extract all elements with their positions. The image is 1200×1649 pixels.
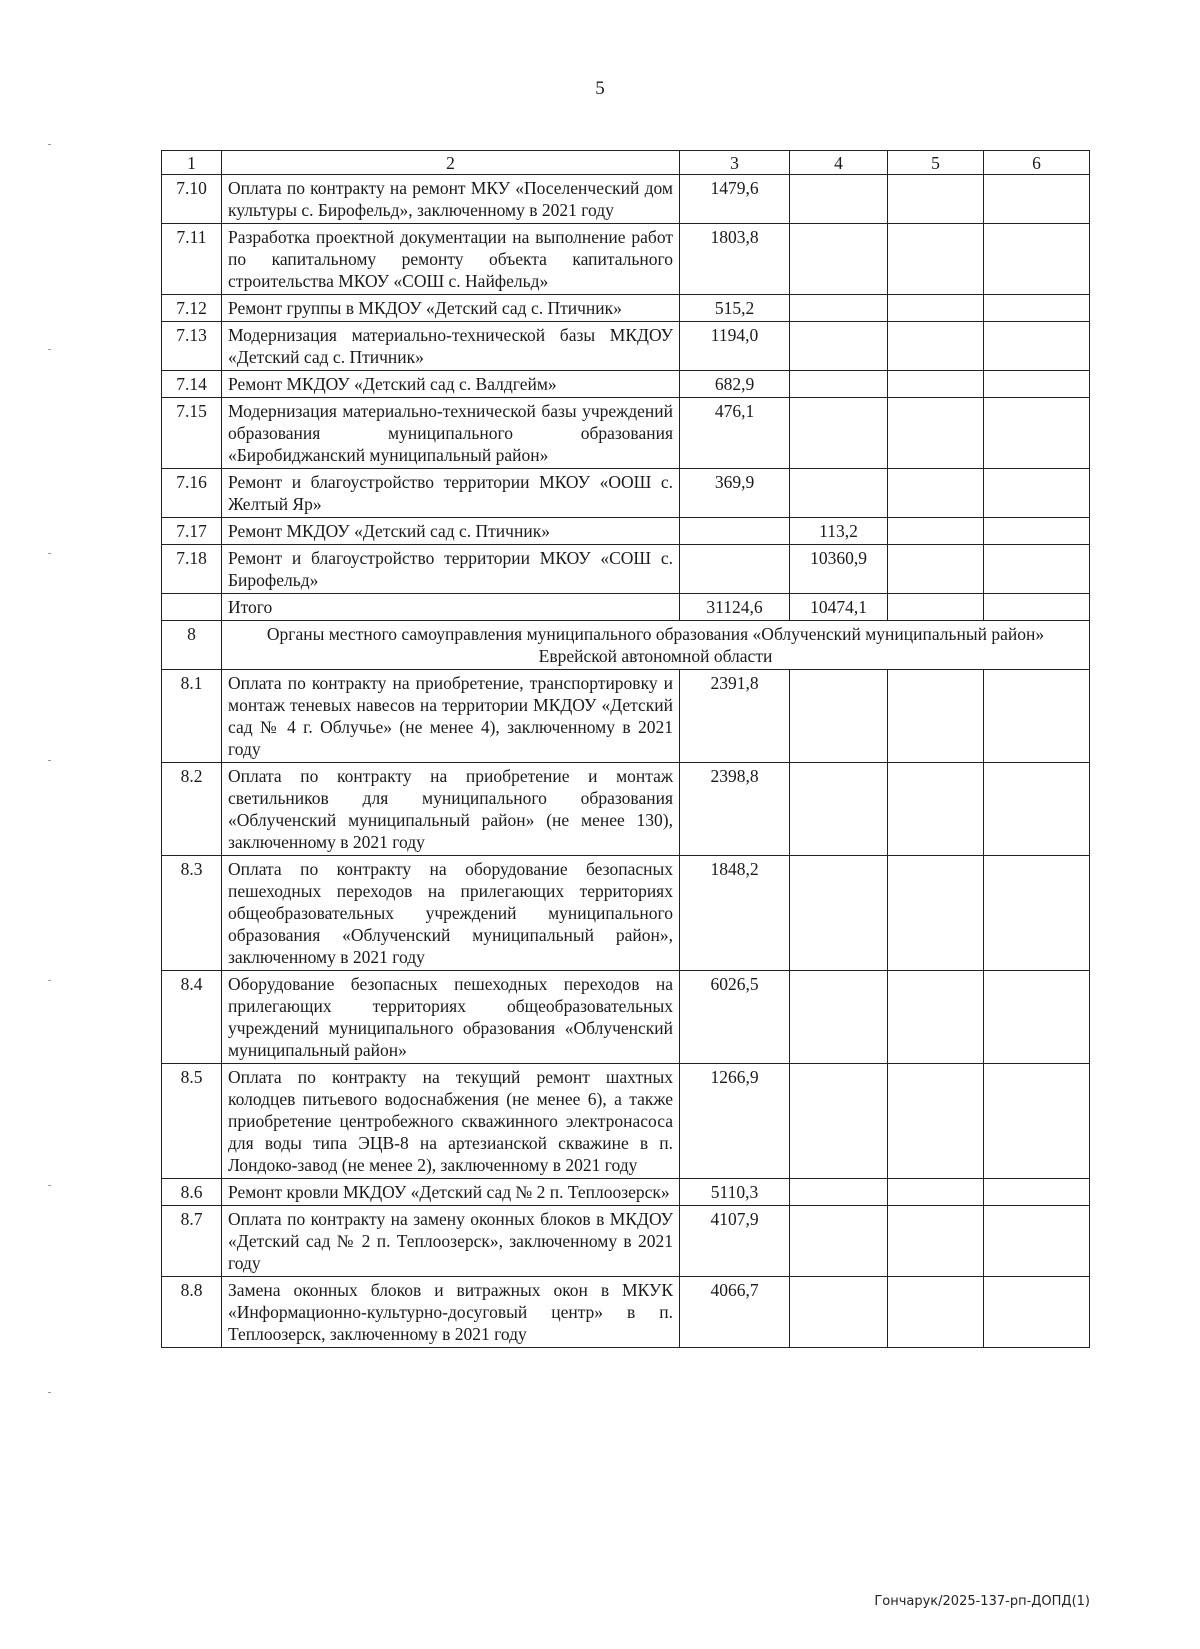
row-number: 8.5 xyxy=(162,1064,222,1179)
value-col3: 1266,9 xyxy=(680,1064,790,1179)
value-col4 xyxy=(790,295,888,322)
value-col4: 113,2 xyxy=(790,518,888,545)
row-number: 7.14 xyxy=(162,371,222,398)
value-col5 xyxy=(888,371,984,398)
table-row xyxy=(162,856,1090,971)
table-row xyxy=(162,469,1090,518)
value-col6 xyxy=(984,1277,1090,1348)
scan-mark xyxy=(48,349,51,350)
row-description: Оплата по контракту на приобретение и монтаж светильников для муниципального образования «Облученский муниципальный район» (не менее 130), заключенному в 2021 году xyxy=(222,763,680,856)
value-col3: 369,9 xyxy=(680,469,790,518)
row-description: Итого xyxy=(222,594,680,621)
table-row xyxy=(162,175,1090,224)
table-row xyxy=(162,594,1090,621)
table-row xyxy=(162,518,1090,545)
row-number: 7.17 xyxy=(162,518,222,545)
value-col6 xyxy=(984,469,1090,518)
column-header: 4 xyxy=(790,151,888,175)
value-col5 xyxy=(888,518,984,545)
column-header: 3 xyxy=(680,151,790,175)
table-row xyxy=(162,1179,1090,1206)
row-number: 7.11 xyxy=(162,224,222,295)
value-col4 xyxy=(790,1179,888,1206)
value-col4 xyxy=(790,763,888,856)
value-col6 xyxy=(984,763,1090,856)
row-description: Ремонт и благоустройство территории МКОУ «ООШ с. Желтый Яр» xyxy=(222,469,680,518)
column-header: 5 xyxy=(888,151,984,175)
value-col6 xyxy=(984,322,1090,371)
row-description: Ремонт группы в МКДОУ «Детский сад с. Птичник» xyxy=(222,295,680,322)
value-col6 xyxy=(984,224,1090,295)
value-col4 xyxy=(790,398,888,469)
value-col5 xyxy=(888,175,984,224)
row-description: Ремонт кровли МКДОУ «Детский сад № 2 п. Теплоозерск» xyxy=(222,1179,680,1206)
scan-mark xyxy=(48,1392,51,1393)
value-col4: 10360,9 xyxy=(790,545,888,594)
row-description: Модернизация материально-технической базы МКДОУ «Детский сад с. Птичник» xyxy=(222,322,680,371)
value-col3: 1848,2 xyxy=(680,856,790,971)
section-number: 8 xyxy=(162,621,222,670)
row-number: 7.18 xyxy=(162,545,222,594)
scan-mark xyxy=(48,144,51,145)
scan-mark xyxy=(48,1185,51,1186)
value-col5 xyxy=(888,469,984,518)
table-row xyxy=(162,322,1090,371)
value-col5 xyxy=(888,971,984,1064)
budget-table xyxy=(161,150,1090,1348)
value-col3: 476,1 xyxy=(680,398,790,469)
row-number: 8.4 xyxy=(162,971,222,1064)
value-col3: 31124,6 xyxy=(680,594,790,621)
value-col5 xyxy=(888,322,984,371)
row-number: 7.13 xyxy=(162,322,222,371)
row-number: 8.7 xyxy=(162,1206,222,1277)
row-description: Ремонт и благоустройство территории МКОУ «СОШ с. Бирофельд» xyxy=(222,545,680,594)
value-col3: 4066,7 xyxy=(680,1277,790,1348)
table-header-row xyxy=(162,151,1090,175)
value-col4 xyxy=(790,469,888,518)
row-description: Оплата по контракту на ремонт МКУ «Поселенческий дом культуры с. Бирофельд», заключенному в 2021 году xyxy=(222,175,680,224)
value-col4 xyxy=(790,371,888,398)
value-col3 xyxy=(680,545,790,594)
row-number: 7.12 xyxy=(162,295,222,322)
value-col3: 515,2 xyxy=(680,295,790,322)
row-number: 7.15 xyxy=(162,398,222,469)
value-col5 xyxy=(888,670,984,763)
document-code: Гончарук/2025-137-рп-ДОПД(1) xyxy=(874,1594,1090,1609)
value-col3: 682,9 xyxy=(680,371,790,398)
table-row xyxy=(162,545,1090,594)
value-col6 xyxy=(984,175,1090,224)
value-col6 xyxy=(984,371,1090,398)
value-col5 xyxy=(888,545,984,594)
value-col6 xyxy=(984,971,1090,1064)
row-number: 8.6 xyxy=(162,1179,222,1206)
row-number: 8.1 xyxy=(162,670,222,763)
value-col5 xyxy=(888,763,984,856)
value-col6 xyxy=(984,295,1090,322)
row-description: Оплата по контракту на замену оконных блоков в МКДОУ «Детский сад № 2 п. Теплоозерск», заключенному в 2021 году xyxy=(222,1206,680,1277)
value-col4 xyxy=(790,1277,888,1348)
value-col6 xyxy=(984,1179,1090,1206)
value-col5 xyxy=(888,1277,984,1348)
column-header: 2 xyxy=(222,151,680,175)
value-col3: 5110,3 xyxy=(680,1179,790,1206)
value-col6 xyxy=(984,670,1090,763)
row-number: 8.3 xyxy=(162,856,222,971)
table-row xyxy=(162,763,1090,856)
column-header: 1 xyxy=(162,151,222,175)
row-number: 8.2 xyxy=(162,763,222,856)
value-col3: 1479,6 xyxy=(680,175,790,224)
value-col5 xyxy=(888,856,984,971)
table-row xyxy=(162,295,1090,322)
row-description: Оплата по контракту на оборудование безопасных пешеходных переходов на прилегающих территориях общеобразовательных учреждений муниципального образования «Облученский муниципальный район», заключенному в 2021 году xyxy=(222,856,680,971)
row-number: 7.10 xyxy=(162,175,222,224)
value-col5 xyxy=(888,1206,984,1277)
value-col4 xyxy=(790,175,888,224)
row-description: Разработка проектной документации на выполнение работ по капитальному ремонту объекта капитального строительства МКОУ «СОШ с. Найфельд» xyxy=(222,224,680,295)
value-col6 xyxy=(984,545,1090,594)
section-header-row xyxy=(162,621,1090,670)
value-col4: 10474,1 xyxy=(790,594,888,621)
value-col4 xyxy=(790,856,888,971)
page-number: 5 xyxy=(595,78,605,99)
value-col4 xyxy=(790,322,888,371)
table-row xyxy=(162,224,1090,295)
row-description: Оплата по контракту на текущий ремонт шахтных колодцев питьевого водоснабжения (не менее 6), а также приобретение центробежного скважинного электронасоса для воды типа ЭЦВ-8 на артезианской скважине в п. Лондоко-завод (не менее 2), заключенному в 2021 году xyxy=(222,1064,680,1179)
value-col4 xyxy=(790,971,888,1064)
value-col3: 2391,8 xyxy=(680,670,790,763)
row-number: 8.8 xyxy=(162,1277,222,1348)
scan-mark xyxy=(48,980,51,981)
value-col4 xyxy=(790,224,888,295)
value-col4 xyxy=(790,1064,888,1179)
value-col5 xyxy=(888,224,984,295)
section-title: Органы местного самоуправления муниципального образования «Облученский муниципальный район» Еврейской автономной области xyxy=(222,621,1090,670)
table-row xyxy=(162,371,1090,398)
value-col3: 1803,8 xyxy=(680,224,790,295)
row-description: Замена оконных блоков и витражных окон в МКУК «Информационно-культурно-досуговый центр» в п. Теплоозерск, заключенному в 2021 году xyxy=(222,1277,680,1348)
table-row xyxy=(162,1064,1090,1179)
value-col6 xyxy=(984,1064,1090,1179)
value-col3: 6026,5 xyxy=(680,971,790,1064)
value-col6 xyxy=(984,518,1090,545)
value-col5 xyxy=(888,1064,984,1179)
value-col6 xyxy=(984,1206,1090,1277)
value-col6 xyxy=(984,856,1090,971)
value-col5 xyxy=(888,1179,984,1206)
row-description: Ремонт МКДОУ «Детский сад с. Валдгейм» xyxy=(222,371,680,398)
value-col3 xyxy=(680,518,790,545)
value-col4 xyxy=(790,1206,888,1277)
scan-mark xyxy=(48,553,51,554)
table-row xyxy=(162,398,1090,469)
value-col3: 2398,8 xyxy=(680,763,790,856)
row-number xyxy=(162,594,222,621)
table-row xyxy=(162,670,1090,763)
value-col5 xyxy=(888,594,984,621)
row-number: 7.16 xyxy=(162,469,222,518)
value-col6 xyxy=(984,594,1090,621)
value-col6 xyxy=(984,398,1090,469)
table-row xyxy=(162,1206,1090,1277)
value-col3: 4107,9 xyxy=(680,1206,790,1277)
value-col4 xyxy=(790,670,888,763)
scan-mark xyxy=(48,760,51,761)
table-row xyxy=(162,971,1090,1064)
column-header: 6 xyxy=(984,151,1090,175)
row-description: Оплата по контракту на приобретение, транспортировку и монтаж теневых навесов на территории МКДОУ «Детский сад № 4 г. Облучье» (не менее 4), заключенному в 2021 году xyxy=(222,670,680,763)
value-col3: 1194,0 xyxy=(680,322,790,371)
value-col5 xyxy=(888,295,984,322)
value-col5 xyxy=(888,398,984,469)
table-row xyxy=(162,1277,1090,1348)
row-description: Оборудование безопасных пешеходных переходов на прилегающих территориях общеобразовательных учреждений муниципального образования «Облученский муниципальный район» xyxy=(222,971,680,1064)
row-description: Ремонт МКДОУ «Детский сад с. Птичник» xyxy=(222,518,680,545)
row-description: Модернизация материально-технической базы учреждений образования муниципального образования «Биробиджанский муниципальный район» xyxy=(222,398,680,469)
